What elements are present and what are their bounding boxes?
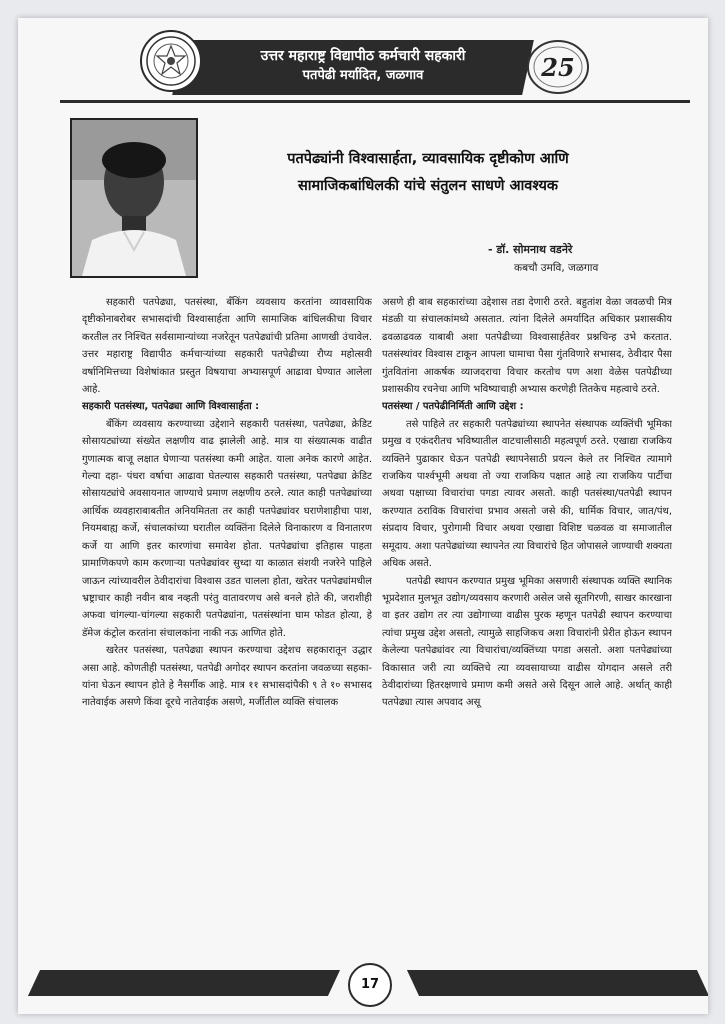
paragraph: सहकारी पतपेढ्या, पतसंस्था, बँकिंग व्यवसाय करतांना व्यावसायिक दृष्टीकोनाबरोबर सभासदांची विश्वासार्हता आणि सामाजिक बांधिलकीचा विचार करतील तर निश्चित सर्वसामान्यांच्या नजरेतून पतपेढ्यांची प्रतिमा आणखी उंचावेल. उत्तर महाराष्ट्र विद्यापीठ कर्मचाऱ्यांच्या सहकारी पतपेढीच्या रौप्य महोत्सवी वर्षानिमित्तच्या विशेषांकात प्रस्तुत विषयाचा अभ्यासपूर्ण आढावा घेण्यात आलेला आहे. — [82, 297, 372, 396]
section-heading: सहकारी पतसंस्था, पतपेढ्या आणि विश्वासार्हता : — [82, 401, 260, 413]
organization-line-2: पतपेढी मर्यादित, जळगाव — [302, 68, 424, 83]
author-affiliation: कबचौ उमवि, जळगाव — [514, 262, 599, 274]
paragraph: खरेतर पतसंस्था, पतपेढ्या स्थापन करण्याचा उद्देशच सहकारातून उद्धार असा आहे. कोणतीही पतसंस्था, पतपेढी अगोदर स्थापन करतांना जवळच्या सहका-यांना घेऊन स्थापन होते हे नैसर्गीक आहे. मात्र ११ सभासदांपैकी ९ ते १० सभासद नातेवाईक असणे किंवा दूरचे नातेवाईक असणे, मर्जीतील व्यक्ति संचालक — [82, 645, 372, 709]
footer-bar-right — [407, 970, 708, 996]
paragraph: असणे ही बाब सहकारांच्या उद्देशास तडा देणारी ठरते. बहुतांश वेळा जवळची मित्र मंडळी या संचालकांमध्ये असतात. त्यांना दिलेले अमर्यादित अधिकार प्रशासकीय ढवळाढवळ याबाबी अशा पतपेढीच्या विश्वासार्हतेवर प्रश्नचिन्ह उभे करतात. पतसंस्थांवर विश्वास टाकून आपला घामाचा पैसा गुंतविणारे सभासद, ठेवीदार पैसा गुंतवितांना आकर्षक व्याजदराचा विचार करतोच पण अशा वेळेस पतपेढीच्या प्रशासकीय रचनेचा आणि भविष्याचाही अभ्यास करणेही तितकेच महत्वाचे ठरते. — [382, 297, 672, 396]
author-byline — [488, 240, 668, 278]
author-name: - डॉ. सोमनाथ वडनेरे — [488, 243, 573, 256]
left-column — [82, 294, 372, 954]
anniversary-number: 25 — [541, 53, 575, 82]
university-emblem-icon — [140, 30, 202, 92]
page-number: 17 — [348, 963, 392, 1007]
header-divider — [60, 100, 690, 103]
paragraph: पतपेढी स्थापन करण्यात प्रमुख भूमिका असणारी संस्थापक व्यक्ति स्थानिक भूप्रदेशात मुलभूत उद्योग/व्यवसाय करणारी असेल जसे सूतगिरणी, साखर कारखाना वा इतर उद्योग तर त्या उद्योगाच्या वाढीस पुरक म्हणून पतपेढी स्थापन करण्याचा त्यांचा प्रमुख उद्देश असतो, त्यामुळे साहजिकच अशा विचारांनी प्रेरीत होऊन स्थापन केलेल्या पतपेढ्यांवर त्या विचारांचा/व्यक्तिंच्या पगडा असतो. अशा पतपेढ्यांच्या विकासात जरी त्या व्यक्तिचे त्या व्यवसायाच्या वाढीस योगदान असले तरी ठेवीदारांच्या हितरक्षणाचे प्रमाण कमी असते असे दिसून आले आहे. अर्थात् काही पतपेढ्या त्यास अपवाद असू — [382, 575, 672, 709]
paragraph: तसे पाहिले तर सहकारी पतपेढ्यांच्या स्थापनेत संस्थापक व्यक्तिंची भूमिका प्रमुख व एकंदरीतच भविष्यातील वाटचालीसाठी महत्वपूर्ण ठरते. एखाद्या राजकिय व्यक्तिने पुढाकार घेऊन पतपेढी स्थापनेसाठी प्रयत्न केले तर निश्चित त्यामागे राजकिय पार्श्वभूमी अथवा तो ज्या राजकिय पक्षात आहे त्या राजकिय पार्टीचा अथवा पक्षाच्या विचारांचा पगडा त्यावर असतो. काही पतसंस्था/पतपेढी स्थापन करण्यात ठराविक विचारांचा प्रभाव असतो जसे की, धार्मिक विचार, जात/पंथ, संप्रदाय विचार, पुरोगामी विचार अथवा एखाद्या विशिष्ट चळवळ वा समाजातील समूदाय. अशा पतपेढ्यांच्या स्थापनेत त्या विचारांचे हित जोपासले जाण्याची शक्यता अधिक असते. — [382, 418, 672, 570]
organization-line-1: उत्तर महाराष्ट्र विद्यापीठ कर्मचारी सहकारी — [260, 48, 466, 64]
organization-name — [198, 46, 528, 86]
section-heading: पतसंस्था / पतपेढीनिर्मिती आणि उद्देश : — [382, 401, 524, 413]
article-title-line-1: पतपेढ्यांनी विश्वासार्हता, व्यावसायिक दृष्टीकोण आणि — [287, 151, 569, 167]
footer-bar-left — [28, 970, 340, 996]
paragraph: बँकिंग व्यवसाय करण्याच्या उद्देशाने सहकारी पतसंस्था, पतपेढ्या, क्रेडिट सोसायट्यांच्या संख्येत लक्षणीय वाढ झालेली आहे. मात्र या संख्यात्मक वाढीत गुणात्मक बाजू लक्षात घेणाऱ्या पतसंस्था कमी आहेत. याला अनेक कारणे आहेत. गेल्या दहा- पंधरा वर्षाचा आढावा घेतल्यास सहकारी पतसंस्था, पतपेढ्या क्रेडिट सोसायट्यांचे अवसायनात जाण्याचे प्रमाण लक्षणीय ठरले. त्यात काही पतपेढ्यांच्या आर्थिक व्यवहाराबाबतीत अनियमितता तर काही पतपेढ्यांवर घराणेशाहीचा पाश, नियमबाह्य कर्जे, संचालकांच्या घरातील व्यक्तिंना दिलेले विनाकारण व विनातारण कर्जे या आणि इतर कारणांचा समावेश होता. पतपेढ्यांचा इतिहास पाहता प्रामाणिकपणे काम करणाऱ्या पतपेढ्यांवर सुध्दा या काळात संशयी नजरेने पाहिले जाऊन त्यांच्यावरील ठेवीदारांचा विश्वास उडत चालला होता, खरेतर पतपेढ्यांमधील भ्रष्ट्राचार काही नवीन बाब नव्हती परंतु वातावरणच असे बनले होते की, जराशीही अफवा चांगल्या-चांगल्या सहकारी पतपेढ्यांना, पतसंस्थांना घाम फोडत होत्या, हे डॅमेज कंट्रोल करतांना संचालकांना नाकी नऊ आणित होते. — [82, 418, 372, 639]
article-title — [218, 146, 638, 200]
magazine-page — [18, 18, 708, 1014]
right-column — [382, 294, 672, 954]
author-photo — [70, 118, 198, 278]
silver-jubilee-logo-icon — [523, 36, 593, 98]
article-title-line-2: सामाजिकबांधिलकी यांचे संतुलन साधणे आवश्यक — [297, 178, 559, 194]
